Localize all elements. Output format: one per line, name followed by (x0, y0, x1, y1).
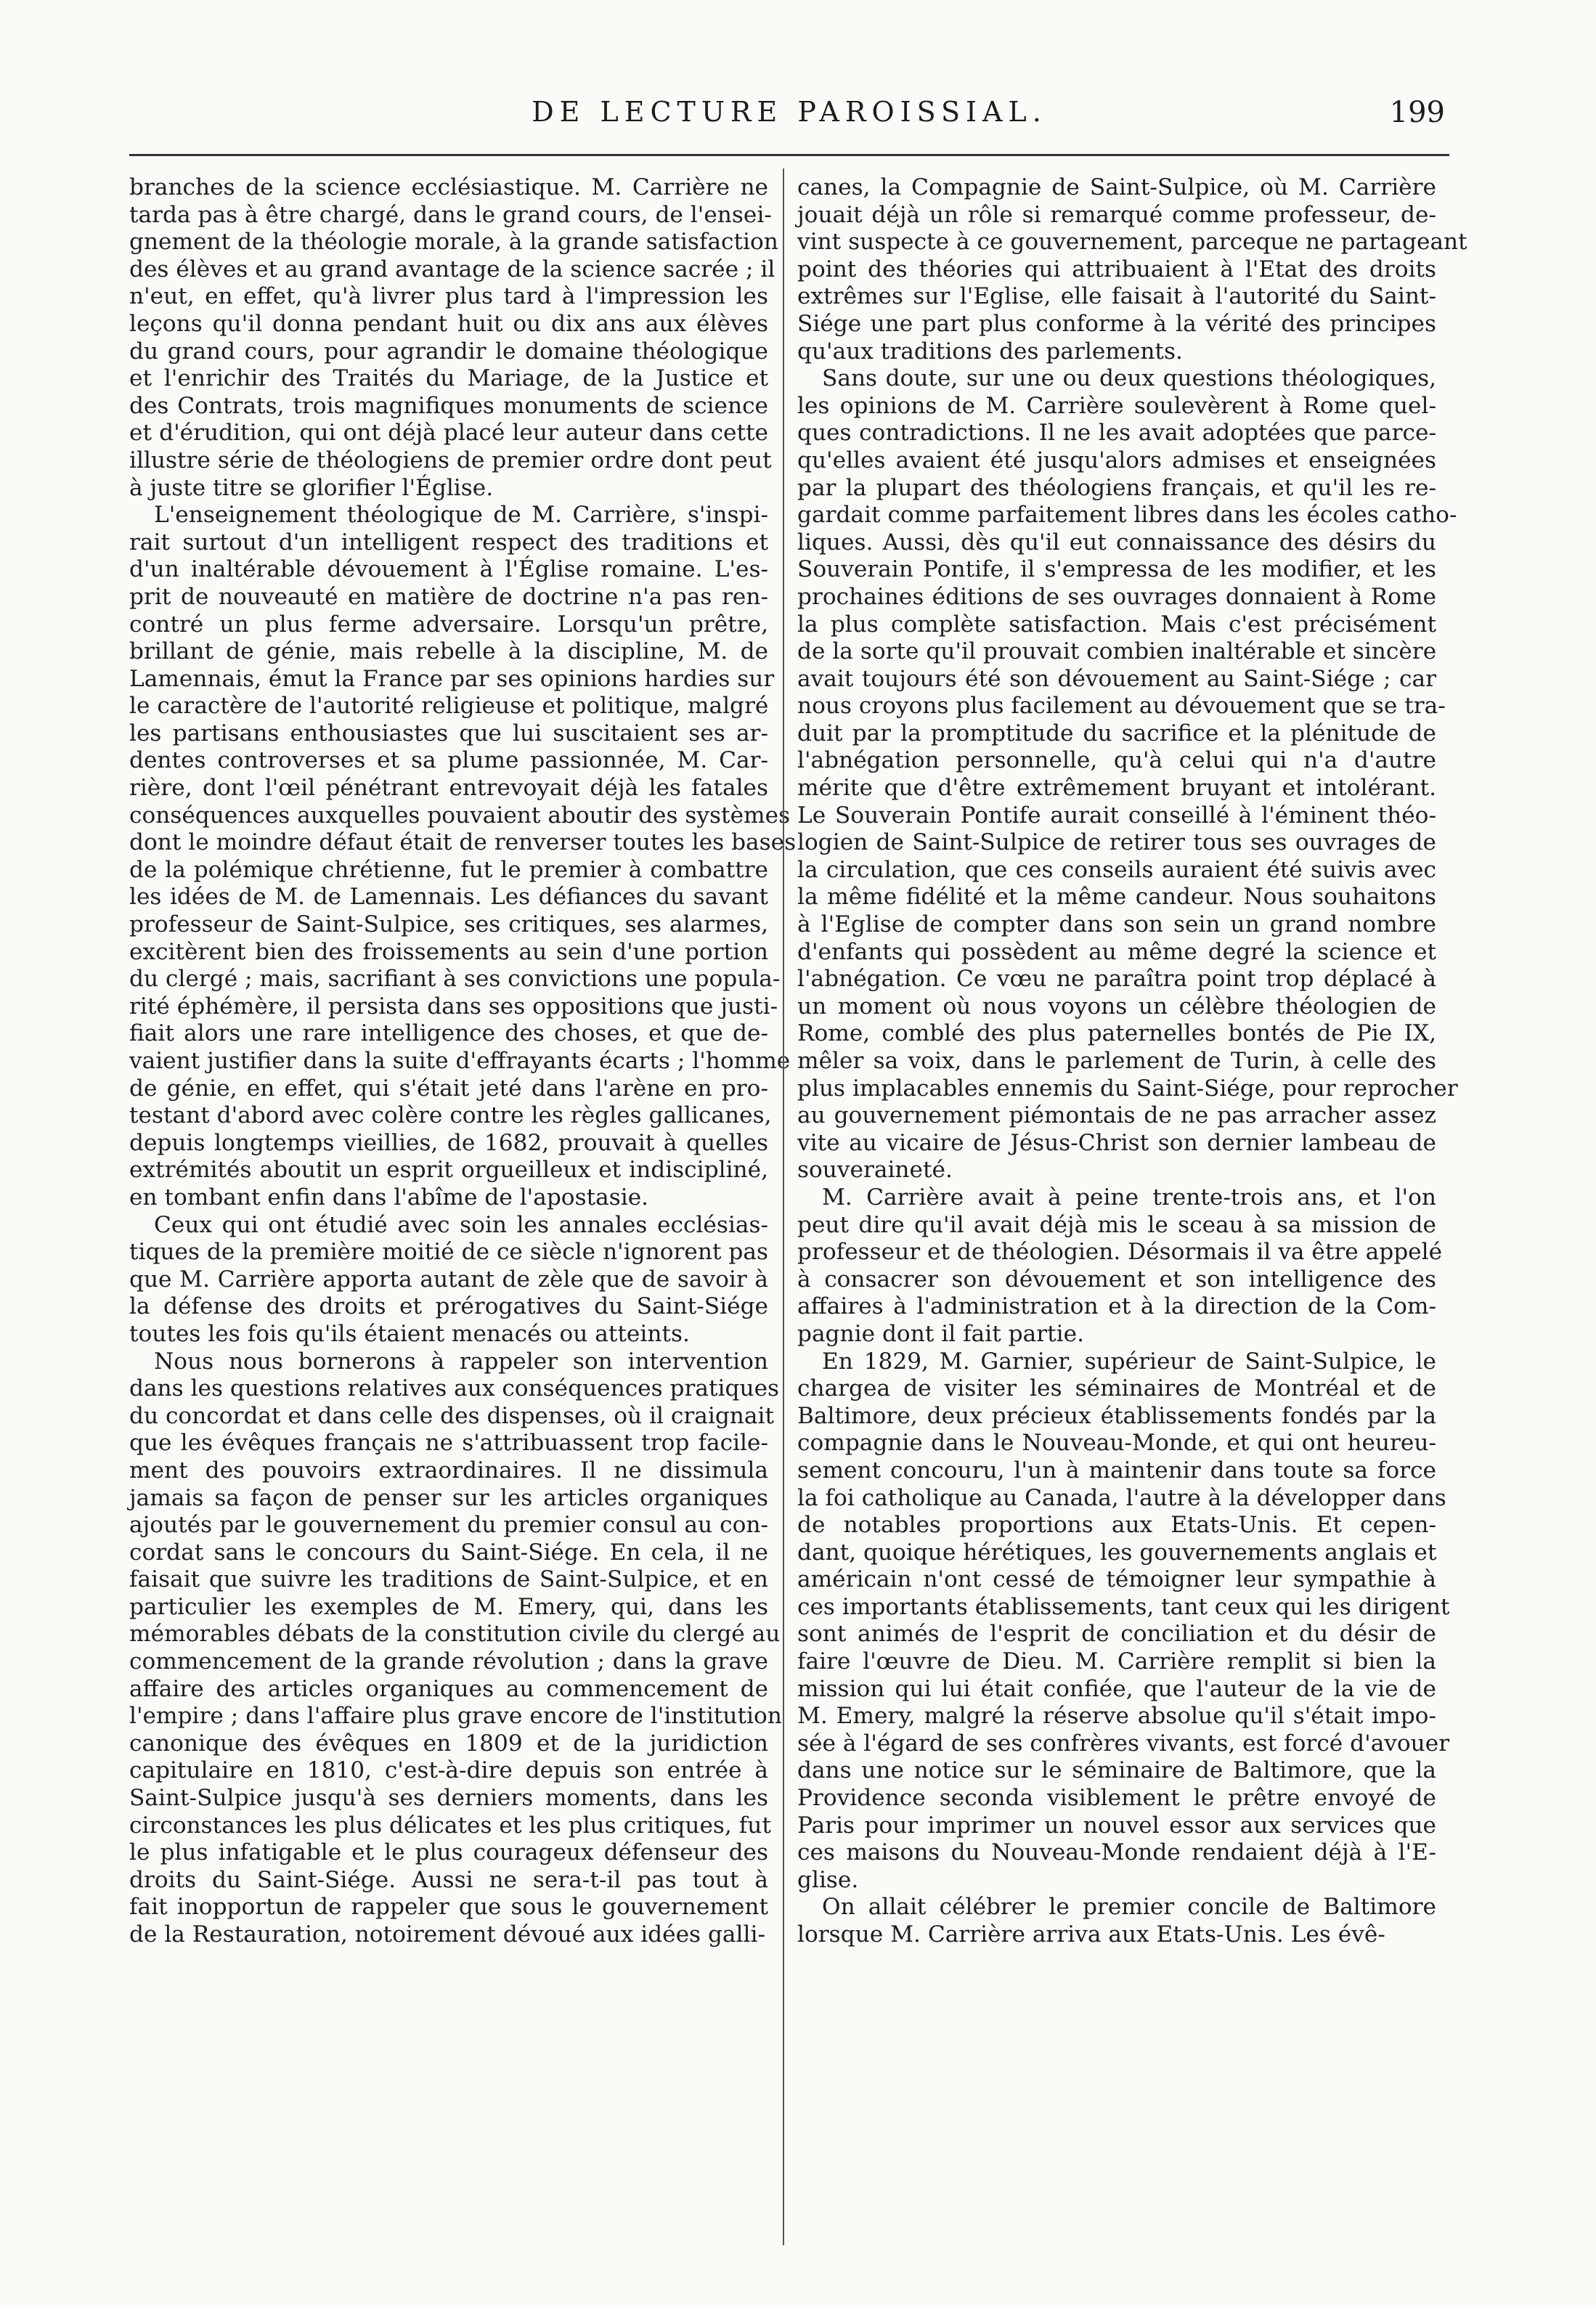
text-line: l'abnégation personnelle, qu'à celui qui n'a d'autre (797, 747, 1436, 774)
text-line: vite au vicaire de Jésus-Christ son dernier lambeau de (797, 1129, 1436, 1156)
column-divider (783, 168, 784, 2245)
text-line: le plus infatigable et le plus courageux défenseur des (129, 1839, 768, 1866)
text-line: à juste titre se glorifier l'Église. (129, 474, 494, 501)
text-line: cordat sans le concours du Saint-Siége. En cela, il ne (129, 1539, 768, 1566)
text-line: Saint-Sulpice jusqu'à ses derniers moments, dans les (129, 1785, 768, 1812)
text-line: le caractère de l'autorité religieuse et politique, malgré (129, 693, 769, 720)
text-line: tarda pas à être chargé, dans le grand cours, de l'ensei- (129, 201, 772, 228)
text-line: lorsque M. Carrière arriva aux Etats-Unis. Les évê- (797, 1921, 1385, 1948)
paragraph (797, 1348, 1450, 1895)
text-line: n'eut, en effet, qu'à livrer plus tard à l'impression les (129, 283, 768, 310)
text-line: la plus complète satisfaction. Mais c'est précisément (797, 611, 1436, 638)
text-line: faire l'œuvre de Dieu. M. Carrière remplit si bien la (797, 1648, 1436, 1675)
text-line: capitulaire en 1810, c'est-à-dire depuis son entrée à (129, 1757, 768, 1784)
text-line: contré un plus ferme adversaire. Lorsqu'un prêtre, (129, 611, 768, 638)
text-line: extrêmes sur l'Eglise, elle faisait à l'autorité du Saint- (797, 283, 1436, 310)
text-line: de la Restauration, notoirement dévoué aux idées galli- (129, 1921, 765, 1948)
text-line: de génie, en effet, qui s'était jeté dans l'arène en pro- (129, 1075, 768, 1102)
text-line: des élèves et au grand avantage de la science sacrée ; il (129, 256, 775, 282)
text-line: Paris pour imprimer un nouvel essor aux services que (797, 1812, 1436, 1839)
text-line: dans une notice sur le séminaire de Baltimore, que la (797, 1757, 1436, 1784)
text-line: brillant de génie, mais rebelle à la discipline, M. de (129, 638, 768, 665)
text-line: ment des pouvoirs extraordinaires. Il ne dissimula (129, 1457, 768, 1484)
text-line: en tombant enfin dans l'abîme de l'apostasie. (129, 1184, 649, 1211)
text-line: faisait que suivre les traditions de Saint-Sulpice, et en (129, 1566, 768, 1593)
text-line: que les évêques français ne s'attribuassent trop facile- (129, 1430, 768, 1457)
header-rule (129, 154, 1449, 156)
text-line: plus implacables ennemis du Saint-Siége, pour reprocher (797, 1075, 1458, 1102)
text-line: branches de la science ecclésiastique. M. Carrière ne (129, 174, 768, 200)
text-line: vint suspecte à ce gouvernement, parceque ne partageant (797, 229, 1467, 256)
text-line: pagnie dont il fait partie. (797, 1320, 1084, 1347)
text-line: des Contrats, trois magnifiques monuments de science (129, 392, 768, 419)
text-line: la défense des droits et prérogatives du Saint-Siége (129, 1293, 768, 1320)
text-line: vaient justifier dans la suite d'effrayants écarts ; l'homme (129, 1048, 791, 1074)
paragraph (797, 1894, 1436, 1948)
paragraph (797, 1184, 1443, 1348)
text-line: professeur et de théologien. Désormais il va être appelé (797, 1239, 1443, 1266)
text-line: Nous nous bornerons à rappeler son intervention (154, 1348, 768, 1375)
text-line: On allait célébrer le premier concile de Baltimore (822, 1894, 1436, 1921)
text-line: du clergé ; mais, sacrifiant à ses convictions une popula- (129, 966, 781, 993)
paragraph (129, 1212, 768, 1348)
text-line: sée à l'égard de ses confrères vivants, est forcé d'avouer (797, 1730, 1450, 1757)
text-line: l'abnégation. Ce vœu ne paraîtra point trop déplacé à (797, 966, 1436, 993)
text-line: Souverain Pontife, il s'empressa de les modifier, et les (797, 556, 1436, 583)
text-line: d'enfants qui possèdent au même degré la science et (797, 938, 1436, 965)
text-line: Sans doute, sur une ou deux questions théologiques, (822, 365, 1436, 392)
text-line: que M. Carrière apporta autant de zèle que de savoir à (129, 1266, 768, 1293)
text-line: la même fidélité et la même candeur. Nous souhaitons (797, 884, 1436, 911)
text-line: M. Carrière avait à peine trente-trois ans, et l'on (822, 1184, 1436, 1211)
text-line: excitèrent bien des froissements au sein d'une portion (129, 938, 768, 965)
text-line: toutes les fois qu'ils étaient menacés ou atteints. (129, 1320, 690, 1347)
page-number: 199 (1389, 96, 1445, 129)
text-line: mêler sa voix, dans le parlement de Turin, à celle des (797, 1048, 1436, 1074)
text-line: la foi catholique au Canada, l'autre à la développer dans (797, 1484, 1446, 1511)
text-line: l'empire ; dans l'affaire plus grave encore de l'institution (129, 1703, 782, 1730)
text-line: chargea de visiter les séminaires de Montréal et de (797, 1375, 1436, 1402)
text-line: gardait comme parfaitement libres dans les écoles catho- (797, 502, 1457, 529)
text-line: qu'aux traditions des parlements. (797, 338, 1183, 365)
text-line: liques. Aussi, dès qu'il eut connaissance des désirs du (797, 529, 1436, 556)
text-line: affaire des articles organiques au commencement de (129, 1675, 768, 1702)
text-line: de notables proportions aux Etats-Unis. Et cepen- (797, 1512, 1436, 1539)
text-line: dentes controverses et sa plume passionnée, M. Car- (129, 747, 768, 774)
text-line: mission qui lui était confiée, que l'auteur de la vie de (797, 1675, 1436, 1702)
text-line: circonstances les plus délicates et les plus critiques, fut (129, 1812, 771, 1839)
text-line: Providence seconda visiblement le prêtre envoyé de (797, 1785, 1436, 1812)
text-line: extrémités aboutit un esprit orgueilleux et indiscipliné, (129, 1157, 768, 1184)
text-line: jouait déjà un rôle si remarqué comme professeur, de- (797, 201, 1436, 228)
text-line: du grand cours, pour agrandir le domaine théologique (129, 338, 768, 365)
text-line: conséquences auxquelles pouvaient aboutir des systèmes (129, 802, 791, 829)
text-line: Le Souverain Pontife aurait conseillé à l'éminent théo- (797, 802, 1436, 829)
text-line: qu'elles avaient été jusqu'alors admises et enseignées (797, 447, 1436, 473)
text-line: la circulation, que ces conseils auraient été suivis avec (797, 856, 1436, 883)
text-line: tiques de la première moitié de ce siècle n'ignorent pas (129, 1239, 768, 1266)
text-line: fait inopportun de rappeler que sous le gouvernement (129, 1894, 768, 1921)
text-line: canes, la Compagnie de Saint-Sulpice, où M. Carrière (797, 174, 1436, 200)
text-line: à consacrer son dévouement et son intelligence des (797, 1266, 1436, 1293)
text-line: canonique des évêques en 1809 et de la juridiction (129, 1730, 768, 1757)
text-line: un moment où nous voyons un célèbre théologien de (797, 993, 1436, 1020)
text-line: avait toujours été son dévouement au Saint-Siége ; car (797, 665, 1436, 692)
text-line: particulier les exemples de M. Emery, qui, dans les (129, 1593, 768, 1620)
text-line: rité éphémère, il persista dans ses oppositions que justi- (129, 993, 778, 1020)
text-line: Baltimore, deux précieux établissements fondés par la (797, 1402, 1436, 1429)
text-line: de la sorte qu'il prouvait combien inaltérable et sincère (797, 638, 1437, 665)
text-line: prochaines éditions de ses ouvrages donnaient à Rome (797, 583, 1436, 610)
text-line: dans les questions relatives aux conséquences pratiques (129, 1375, 780, 1402)
text-line: et d'érudition, qui ont déjà placé leur auteur dans cette (129, 420, 768, 447)
text-line: L'enseignement théologique de M. Carrière, s'inspi- (154, 502, 768, 529)
text-line: ces maisons du Nouveau-Monde rendaient déjà à l'E- (797, 1839, 1436, 1866)
text-line: affaires à l'administration et à la direction de la Com- (797, 1293, 1436, 1320)
text-line: de la polémique chrétienne, fut le premier à combattre (129, 856, 768, 883)
text-line: glise. (797, 1866, 859, 1893)
text-line: ces importants établissements, tant ceux qui les dirigent (797, 1593, 1450, 1620)
text-line: commencement de la grande révolution ; dans la grave (129, 1648, 768, 1675)
text-line: sement concouru, l'un à maintenir dans toute sa force (797, 1457, 1436, 1484)
text-line: du concordat et dans celle des dispenses, où il craignait (129, 1402, 774, 1429)
text-line: illustre série de théologiens de premier ordre dont peut (129, 447, 772, 473)
paragraph (797, 365, 1458, 1184)
text-line: M. Emery, malgré la réserve absolue qu'il s'était impo- (797, 1703, 1436, 1730)
text-line: testant d'abord avec colère contre les règles gallicanes, (129, 1102, 772, 1129)
text-line: droits du Saint-Siége. Aussi ne sera-t-il pas tout à (129, 1866, 768, 1893)
running-title: DE LECTURE PAROISSIAL. (532, 96, 1047, 128)
text-line: les opinions de M. Carrière soulevèrent à Rome quel- (797, 392, 1436, 419)
text-line: rait surtout d'un intelligent respect des traditions et (129, 529, 768, 556)
text-line: au gouvernement piémontais de ne pas arracher assez (797, 1102, 1436, 1129)
text-line: souveraineté. (797, 1157, 953, 1184)
paragraph (129, 502, 797, 1211)
text-line: d'un inaltérable dévouement à l'Église romaine. L'es- (129, 556, 768, 583)
text-line: nous croyons plus facilement au dévouement que se tra- (797, 693, 1446, 720)
text-line: par la plupart des théologiens français, et qu'il les re- (797, 474, 1436, 501)
text-line: prit de nouveauté en matière de doctrine n'a pas ren- (129, 583, 768, 610)
text-line: ques contradictions. Il ne les avait adoptées que parce- (797, 420, 1436, 447)
text-line: peut dire qu'il avait déjà mis le sceau à sa mission de (797, 1211, 1436, 1238)
paragraph (797, 174, 1467, 365)
text-line: sont animés de l'esprit de conciliation et du désir de (797, 1621, 1436, 1648)
text-line: dont le moindre défaut était de renverser toutes les bases (129, 829, 797, 856)
text-line: Ceux qui ont étudié avec soin les annales ecclésias- (154, 1211, 768, 1238)
text-line: dant, quoique hérétiques, les gouvernements anglais et (797, 1539, 1437, 1566)
text-line: gnement de la théologie morale, à la grande satisfaction (129, 229, 778, 256)
text-line: à l'Eglise de compter dans son sein un grand nombre (797, 911, 1436, 938)
text-line: les idées de M. de Lamennais. Les défiances du savant (129, 884, 768, 911)
text-line: américain n'ont cessé de témoigner leur sympathie à (797, 1566, 1436, 1593)
text-line: mérite que d'être extrêmement bruyant et intolérant. (797, 775, 1436, 802)
left-column (129, 174, 797, 1949)
text-line: duit par la promptitude du sacrifice et la plénitude de (797, 720, 1436, 746)
text-line: leçons qu'il donna pendant huit ou dix ans aux élèves (129, 310, 768, 337)
text-line: point des théories qui attribuaient à l'Etat des droits (797, 256, 1436, 282)
text-line: rière, dont l'œil pénétrant entrevoyait déjà les fatales (129, 775, 768, 802)
text-line: depuis longtemps vieillies, de 1682, prouvait à quelles (129, 1129, 768, 1156)
paragraph (129, 1348, 782, 1949)
text-line: fiait alors une rare intelligence des choses, et que de- (129, 1020, 768, 1047)
text-line: Siége une part plus conforme à la vérité des principes (797, 310, 1436, 337)
page-header (129, 96, 1449, 139)
text-line: professeur de Saint-Sulpice, ses critiques, ses alarmes, (129, 911, 768, 938)
text-line: En 1829, M. Garnier, supérieur de Saint-Sulpice, le (822, 1348, 1436, 1375)
text-line: ajoutés par le gouvernement du premier consul au con- (129, 1512, 768, 1539)
text-line: compagnie dans le Nouveau-Monde, et qui ont heureu- (797, 1430, 1436, 1457)
text-line: et l'enrichir des Traités du Mariage, de la Justice et (129, 365, 768, 392)
text-line: les partisans enthousiastes que lui suscitaient ses ar- (129, 720, 768, 746)
right-column (797, 174, 1467, 1949)
paragraph (129, 174, 778, 502)
text-line: logien de Saint-Sulpice de retirer tous ses ouvrages de (797, 829, 1436, 856)
text-line: Lamennais, émut la France par ses opinions hardies sur (129, 665, 775, 692)
text-line: mémorables débats de la constitution civile du clergé au (129, 1621, 781, 1648)
text-line: Rome, comblé des plus paternelles bontés de Pie IX, (797, 1020, 1436, 1047)
text-line: jamais sa façon de penser sur les articles organiques (129, 1484, 768, 1511)
